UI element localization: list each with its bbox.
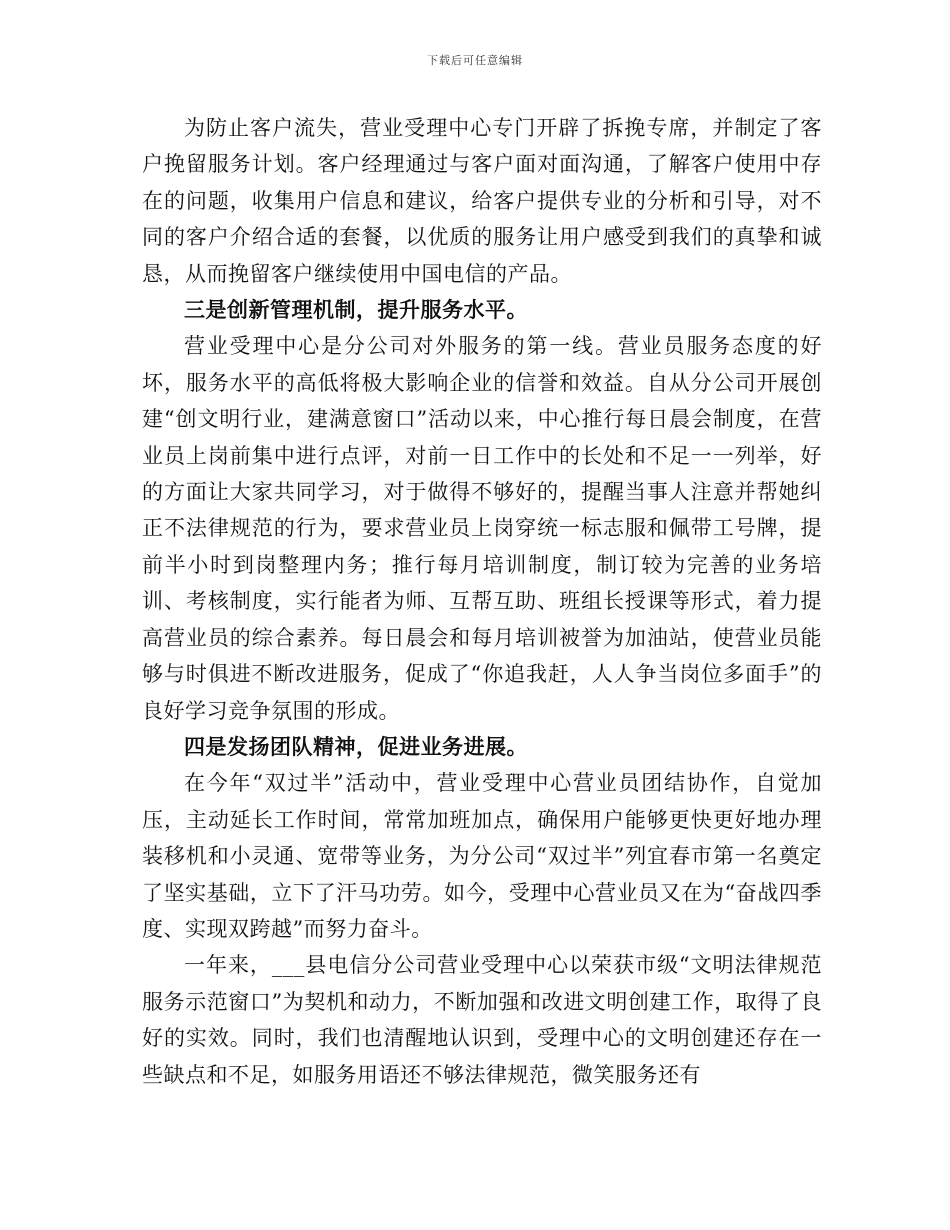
paragraph-year-summary: 一年来，___县电信分公司营业受理中心以荣获市级“文明法律规范服务示范窗口”为契机和动力，不断加强和改进文明创建工作，取得了良好的实效。同时，我们也清醒地认识到，受理中心的文明创建还存在一些缺点和不足，如服务用语还不够法律规范，微笑服务还有 xyxy=(142,953,822,1087)
section-heading-innovation: 三是创新管理机制，提升服务水平。 xyxy=(184,298,528,323)
paragraph-management-mechanism: 营业受理中心是分公司对外服务的第一线。营业员服务态度的好坏，服务水平的高低将极大影响企业的信誉和效益。自从分公司开展创建“创文明行业，建满意窗口”活动以来，中心推行每日晨会制度，在营业员上岗前集中进行点评，对前一日工作中的长处和不足一一列举，好的方面让大家共同学习，对于做得不够好的，提醒当事人注意并帮她纠正不法律规范的行为，要求营业员上岗穿统一标志服和佩带工号牌，提前半小时到岗整理内务；推行每月培训制度，制订较为完善的业务培训、考核制度，实行能者为师、互帮互助、班组长授课等形式，着力提高营业员的综合素养。每日晨会和每月培训被誉为加油站，使营业员能够与时俱进不断改进服务，促成了“你追我赶，人人争当岗位多面手”的良好学习竞争氛围的形成。 xyxy=(142,334,822,723)
document-body xyxy=(142,110,822,1093)
page-header: 下载后可任意编辑 xyxy=(427,54,523,67)
section-heading-team-spirit: 四是发扬团队精神，促进业务进展。 xyxy=(184,734,528,759)
paragraph-double-half-campaign: 在今年“双过半”活动中，营业受理中心营业员团结协作，自觉加压，主动延长工作时间，常常加班加点，确保用户能够更快更好地办理装移机和小灵通、宽带等业务，为分公司“双过半”列宜春市第一名奠定了坚实基础，立下了汗马功劳。如今，受理中心营业员又在为“奋战四季度、实现双跨越”而努力奋斗。 xyxy=(142,771,822,941)
paragraph-customer-retention: 为防止客户流失，营业受理中心专门开辟了拆挽专席，并制定了客户挽留服务计划。客户经理通过与客户面对面沟通，了解客户使用中存在的问题，收集用户信息和建议，给客户提供专业的分析和引导，对不同的客户介绍合适的套餐，以优质的服务让用户感受到我们的真挚和诚恳，从而挽留客户继续使用中国电信的产品。 xyxy=(142,116,822,286)
